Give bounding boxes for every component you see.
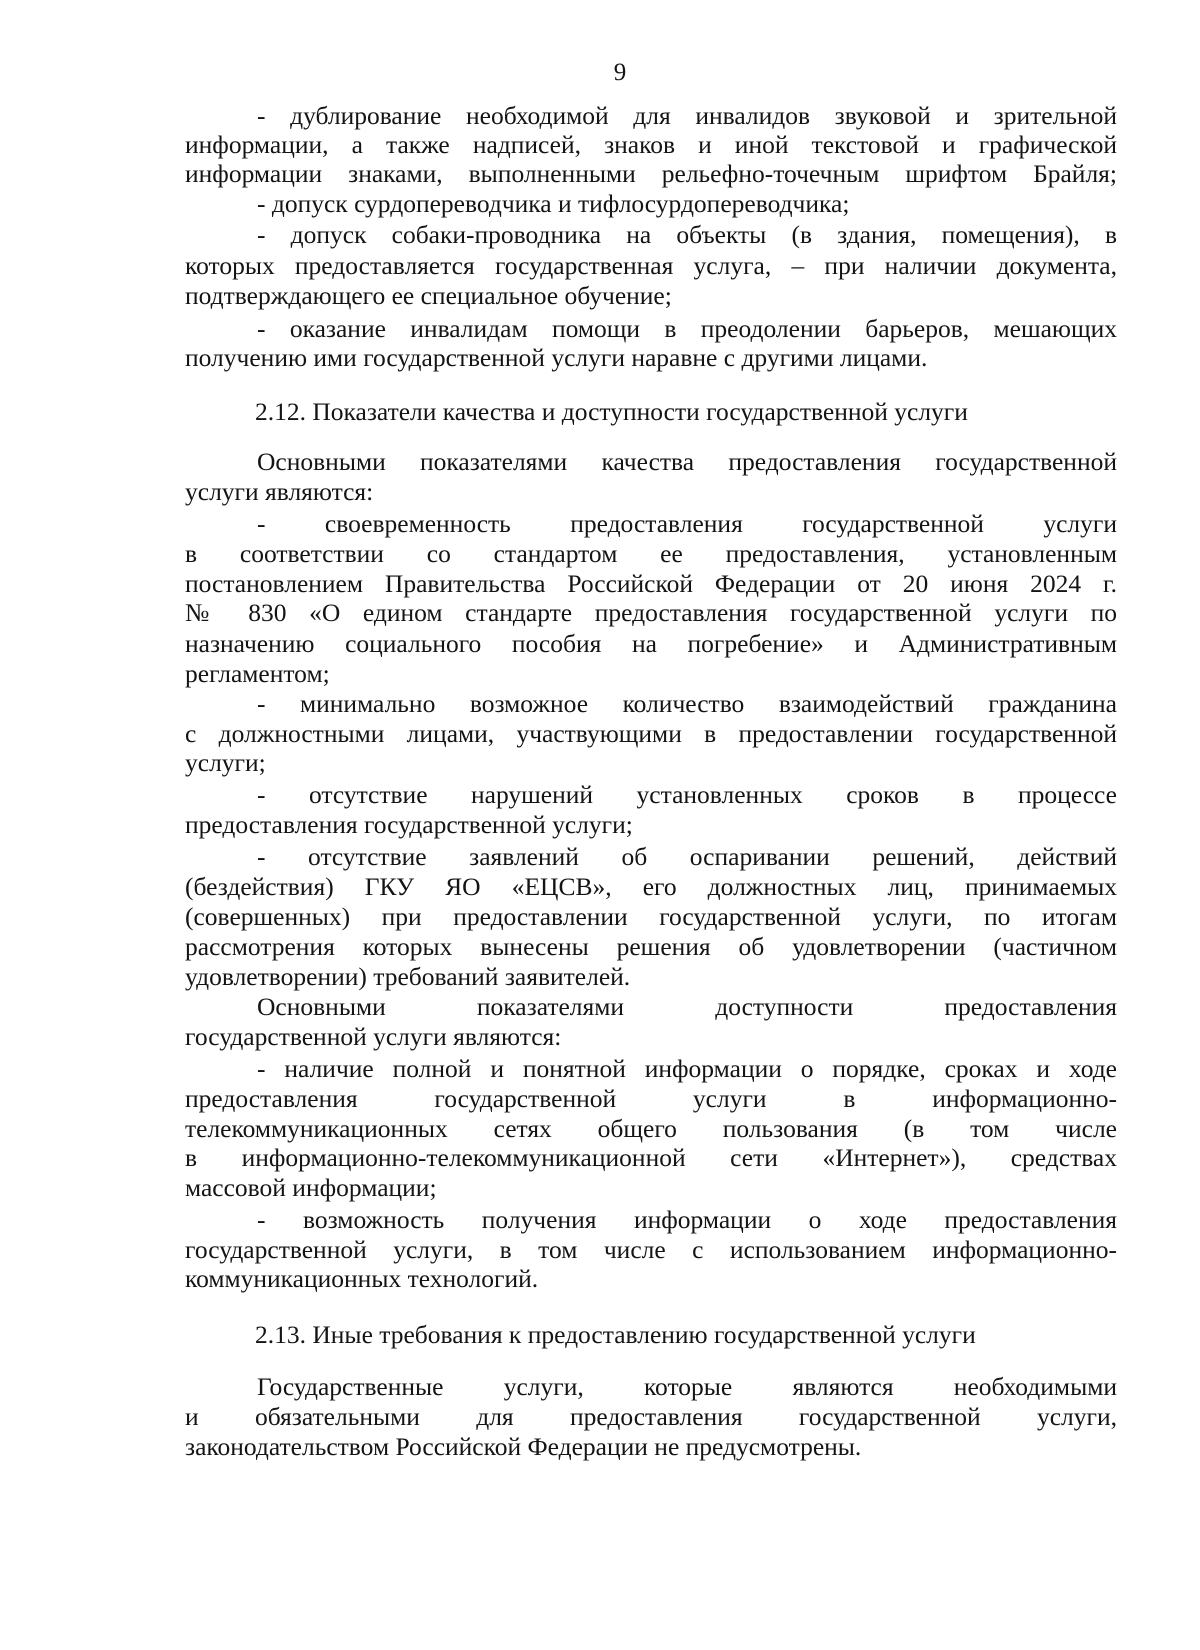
paragraph-line: - оказание инвалидам помощи в преодолении барьеров, мешающих [257, 314, 1117, 343]
paragraph-line: услуги являются: [185, 477, 374, 506]
paragraph-line: Основными показателями доступности предоставления [257, 992, 1117, 1021]
paragraph-line: - допуск сурдопереводчика и тифлосурдопереводчика; [257, 189, 850, 218]
paragraph-line: предоставления государственной услуги; [185, 810, 633, 839]
paragraph-line: удовлетворении) требований заявителей. [185, 962, 631, 991]
paragraph-line: услуги; [185, 748, 266, 777]
paragraph-line: государственной услуги, в том числе с использованием информационно- [185, 1235, 1117, 1264]
paragraph-line: назначению социального пособия на погребение» и Административным [185, 629, 1117, 658]
paragraph-line: - отсутствие нарушений установленных сроков в процессе [257, 780, 1117, 809]
paragraph-line: и обязательными для предоставления государственной услуги, [185, 1402, 1117, 1431]
section-heading-2-12: 2.12. Показатели качества и доступности государственной услуги [255, 397, 968, 426]
paragraph-line: в соответствии со стандартом ее предоставления, установленным [185, 539, 1117, 568]
paragraph-line: рассмотрения которых вынесены решения об удовлетворении (частичном [185, 932, 1117, 961]
paragraph-line: - минимально возможное количество взаимодействий гражданина [257, 689, 1117, 718]
page-number: 9 [613, 59, 627, 86]
paragraph-line: подтверждающего ее специальное обучение; [185, 281, 672, 310]
paragraph-line: государственной услуги являются: [185, 1022, 562, 1051]
paragraph-line: телекоммуникационных сетях общего пользования (в том числе [185, 1114, 1117, 1143]
paragraph-line: информации знаками, выполненными рельефно-точечным шрифтом Брайля; [185, 159, 1117, 188]
paragraph-line: Государственные услуги, которые являются необходимыми [257, 1372, 1117, 1401]
paragraph-line: с должностными лицами, участвующими в предоставлении государственной [185, 719, 1117, 748]
paragraph-line: - своевременность предоставления государственной услуги [257, 509, 1117, 538]
paragraph-line: - дублирование необходимой для инвалидов звуковой и зрительной [257, 101, 1117, 130]
paragraph-line: - отсутствие заявлений об оспаривании решений, действий [257, 842, 1117, 871]
paragraph-line: которых предоставляется государственная услуга, – при наличии документа, [185, 251, 1117, 280]
section-heading-2-13: 2.13. Иные требования к предоставлению государственной услуги [255, 1320, 976, 1349]
paragraph-line: - допуск собаки-проводника на объекты (в здания, помещения), в [257, 220, 1117, 249]
paragraph-line: получению ими государственной услуги наравне с другими лицами. [185, 343, 928, 372]
paragraph-line: № 830 «О едином стандарте предоставления государственной услуги по [185, 598, 1117, 627]
paragraph-line: регламентом; [185, 659, 330, 688]
paragraph-line: - наличие полной и понятной информации о порядке, сроках и ходе [257, 1054, 1117, 1083]
paragraph-line: коммуникационных технологий. [185, 1264, 539, 1293]
paragraph-line: информации, а также надписей, знаков и иной текстовой и графической [185, 130, 1117, 159]
paragraph-line: (совершенных) при предоставлении государственной услуги, по итогам [185, 902, 1117, 931]
paragraph-line: законодательством Российской Федерации не предусмотрены. [185, 1432, 862, 1461]
paragraph-line: (бездействия) ГКУ ЯО «ЕЦСВ», его должностных лиц, принимаемых [185, 872, 1117, 901]
paragraph-line: массовой информации; [185, 1173, 437, 1202]
paragraph-line: Основными показателями качества предоставления государственной [257, 447, 1117, 476]
paragraph-line: в информационно-телекоммуникационной сети «Интернет»), средствах [185, 1143, 1117, 1172]
paragraph-line: предоставления государственной услуги в информационно- [185, 1084, 1117, 1113]
paragraph-line: - возможность получения информации о ходе предоставления [257, 1205, 1117, 1234]
paragraph-line: постановлением Правительства Российской Федерации от 20 июня 2024 г. [185, 569, 1117, 598]
